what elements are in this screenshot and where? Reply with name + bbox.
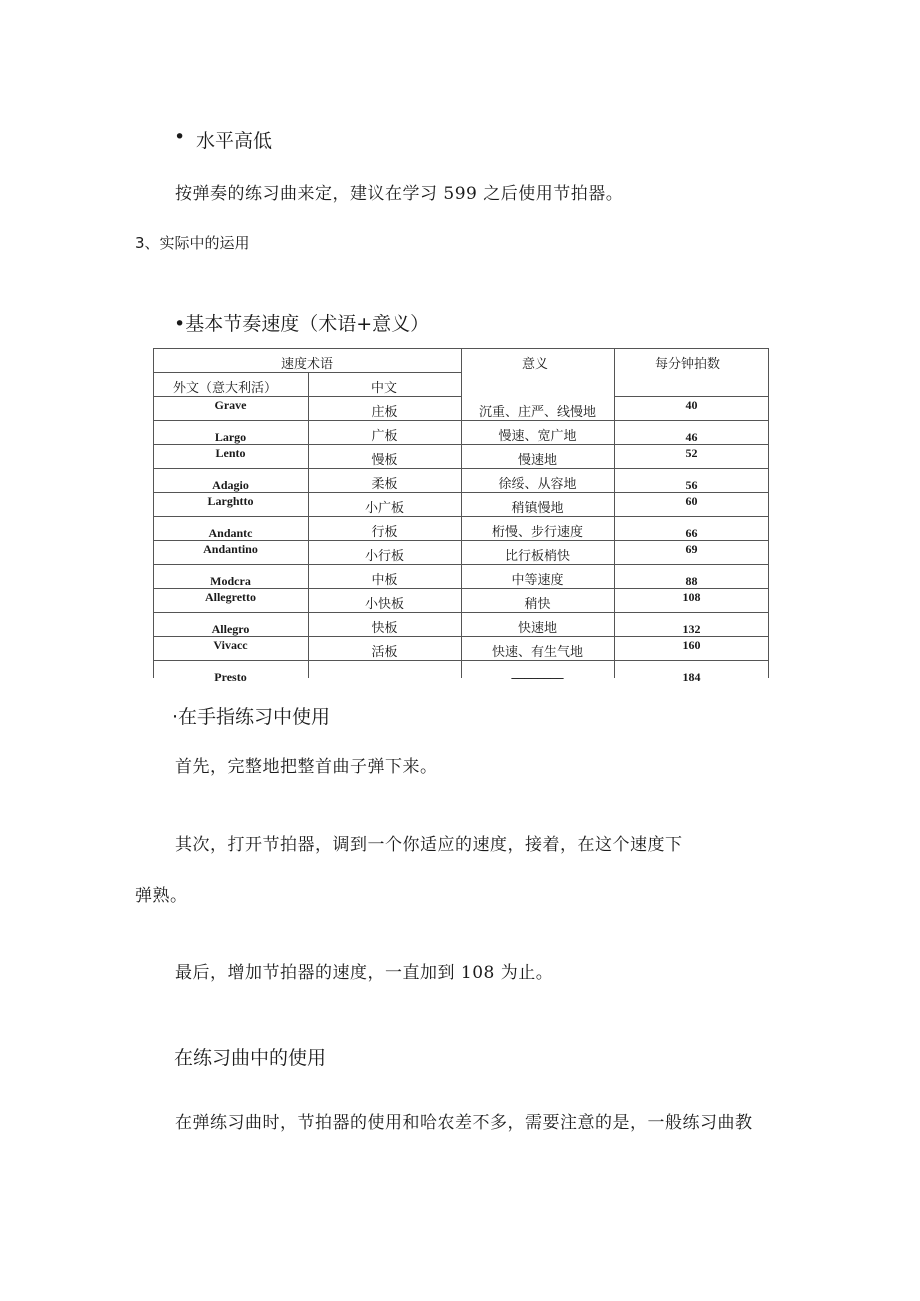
term-meaning: 比行板梢快 — [504, 549, 570, 564]
term-latin: Andantino — [203, 542, 258, 556]
term-chinese: 活板 — [371, 645, 398, 660]
term-meaning: 慢速、宽广地 — [498, 429, 577, 444]
header-chinese: 中文 — [371, 381, 398, 396]
term-latin: Lento — [215, 446, 246, 460]
term-chinese: 小快板 — [364, 597, 404, 612]
level-heading: 水平高低 — [196, 130, 273, 152]
term-bpm: 56 — [685, 478, 698, 492]
term-meaning: 徐绥、从容地 — [498, 477, 577, 492]
term-meaning: 快速地 — [517, 621, 557, 636]
term-latin: Allegro — [211, 622, 250, 636]
term-bpm: 160 — [682, 638, 701, 652]
term-chinese: 小广板 — [364, 501, 404, 516]
header-term: 速度术语 — [281, 357, 334, 372]
term-latin: Allegretto — [204, 590, 257, 604]
term-meaning: 稍镇慢地 — [511, 501, 564, 516]
table-row-divider — [153, 660, 769, 661]
term-latin: Modcra — [210, 574, 251, 588]
term-meaning: 快速、有生气地 — [491, 645, 583, 660]
term-bpm: 52 — [685, 446, 698, 460]
term-latin: Grave — [214, 398, 247, 412]
header-bpm: 每分钟拍数 — [655, 357, 721, 372]
tempo-table — [153, 348, 769, 684]
term-latin: Andantc — [208, 526, 253, 540]
finger-heading: ·在手指练习中使用 — [172, 706, 331, 728]
term-meaning: 慢速地 — [517, 453, 557, 468]
tempo-heading: •基本节奏速度（术语+意义） — [174, 313, 430, 335]
table-row-divider — [153, 420, 769, 421]
term-bpm: 60 — [685, 494, 698, 508]
term-bpm: 108 — [682, 590, 701, 604]
term-chinese: 中板 — [371, 573, 398, 588]
term-chinese: 小行板 — [364, 549, 404, 564]
term-meaning: 中等速度 — [511, 573, 564, 588]
term-latin: Largo — [214, 430, 247, 444]
term-bpm: 46 — [685, 430, 698, 444]
table-row-divider — [153, 612, 769, 613]
table-header-divider — [614, 396, 769, 397]
term-latin: Presto — [214, 670, 247, 684]
etude-heading: 在练习曲中的使用 — [174, 1047, 327, 1069]
term-chinese: 庄板 — [371, 405, 398, 420]
term-latin: Vivacc — [213, 638, 248, 652]
term-meaning: 稍快 — [524, 597, 551, 612]
finger-p1: 首先，完整地把整首曲子弹下来。 — [175, 757, 438, 777]
term-latin: Adagio — [212, 478, 249, 492]
table-header-divider — [153, 396, 461, 397]
term-bpm: 132 — [682, 622, 701, 636]
term-bpm: 184 — [682, 670, 701, 684]
finger-p2b: 弹熟。 — [135, 886, 188, 906]
term-chinese: 慢板 — [371, 453, 398, 468]
etude-p1: 在弹练习曲时，节拍器的使用和哈农差不多，需要注意的是，一般练习曲教 — [175, 1113, 753, 1133]
finger-p3: 最后，增加节拍器的速度，一直加到 108 为止。 — [175, 963, 554, 983]
term-bpm: 66 — [685, 526, 698, 540]
term-meaning: 沉重、庄严、线慢地 — [478, 405, 596, 420]
table-row-divider — [153, 468, 769, 469]
term-bpm: 69 — [685, 542, 698, 556]
finger-p2a: 其次，打开节拍器，调到一个你适应的速度，接着，在这个速度下 — [175, 835, 683, 855]
term-chinese: 广板 — [371, 429, 398, 444]
table-row-divider — [153, 564, 769, 565]
level-body: 按弹奏的练习曲来定，建议在学习 599 之后使用节拍器。 — [175, 184, 624, 204]
term-latin: Larghtto — [207, 494, 254, 508]
term-bpm: 40 — [685, 398, 698, 412]
header-foreign: 外文（意大利活） — [173, 381, 278, 396]
header-meaning: 意义 — [522, 357, 549, 372]
term-chinese: 柔板 — [371, 477, 398, 492]
term-chinese: 快板 — [371, 621, 398, 636]
practice-heading: 3、实际中的运用 — [135, 234, 250, 252]
bullet-dot: • — [174, 126, 186, 148]
term-chinese: 行板 — [371, 525, 398, 540]
term-meaning: ________ — [511, 665, 564, 680]
table-header-divider — [153, 372, 461, 373]
term-bpm: 88 — [685, 574, 698, 588]
table-row-divider — [153, 516, 769, 517]
term-meaning: 桁慢、步行速度 — [491, 525, 583, 540]
